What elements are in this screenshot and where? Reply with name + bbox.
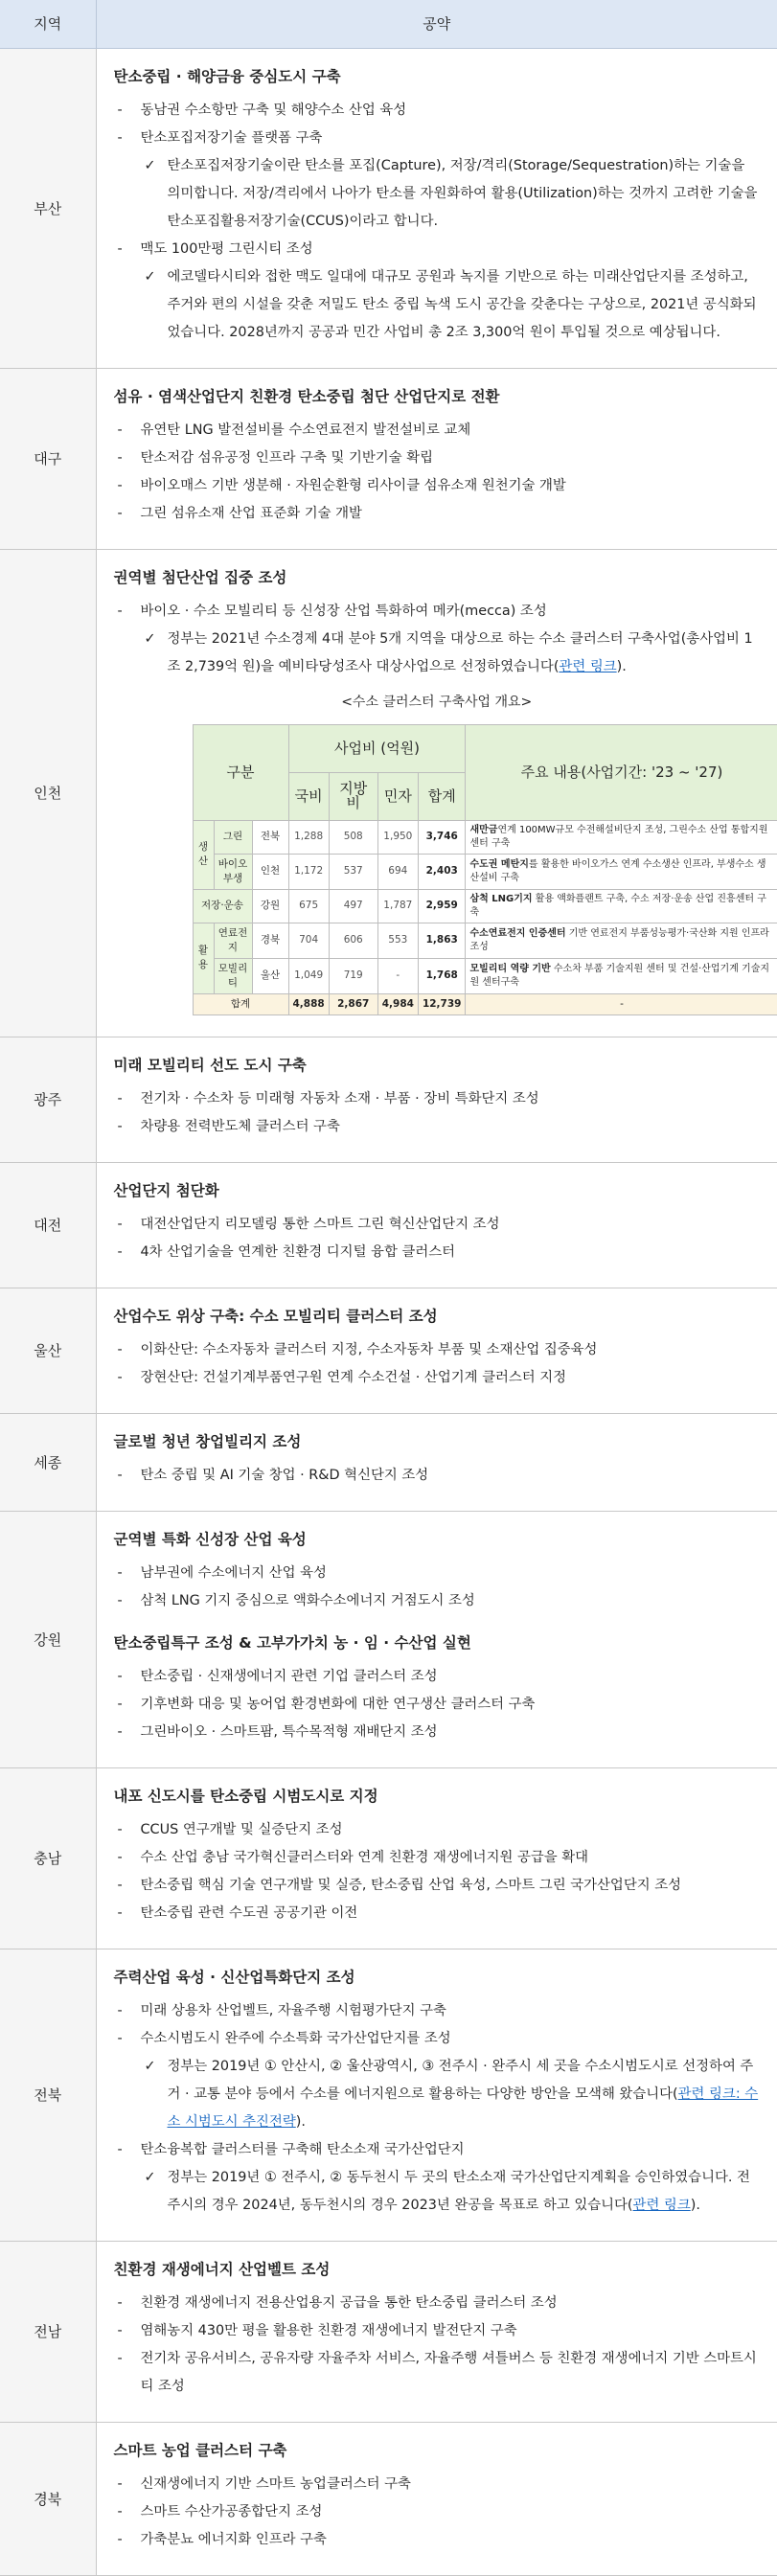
pledge-title: 친환경 재생에너지 산업벨트 조성 bbox=[114, 2257, 761, 2282]
note-item bbox=[114, 626, 761, 681]
list-item: - 수소시범도시 완주에 수소특화 국가산업단지를 조성 bbox=[114, 2025, 761, 2053]
pledge-content bbox=[96, 1288, 777, 1413]
pledge-title: 산업수도 위상 구축: 수소 모빌리티 클러스터 조성 bbox=[114, 1304, 761, 1329]
hydrogen-cluster-table bbox=[193, 724, 777, 1015]
cell-desc bbox=[466, 923, 777, 958]
pledge-content bbox=[96, 1037, 777, 1162]
cell-gov: 1,172 bbox=[288, 854, 329, 889]
list-item: - 탄소저감 섬유공정 인프라 구축 및 기반기술 확립 bbox=[114, 445, 761, 472]
desc-text: 활용 액화플랜트 구축, 수소 저장·운송 산업 진흥센터 구축 bbox=[469, 894, 766, 918]
col-gov: 국비 bbox=[288, 772, 329, 820]
pledge-title: 권역별 첨단산업 집중 조성 bbox=[114, 565, 761, 590]
region-name: 대구 bbox=[0, 368, 96, 549]
list-item: - 탄소중립 핵심 기술 연구개발 및 실증, 탄소중립 산업 육성, 스마트 그린 국가산업단지 조성 bbox=[114, 1872, 761, 1900]
table-sum-row bbox=[193, 993, 777, 1014]
list-item: - 그린바이오 · 스마트팜, 특수목적형 재배단지 조성 bbox=[114, 1719, 761, 1746]
note-text-end: ). bbox=[617, 659, 627, 674]
pledge-title: 스마트 농업 클러스터 구축 bbox=[114, 2438, 761, 2463]
cell-private: - bbox=[377, 958, 418, 993]
cell-local: 2,867 bbox=[329, 993, 377, 1014]
pledge-title: 군역별 특화 신성장 산업 육성 bbox=[114, 1527, 761, 1552]
cell-total: 2,403 bbox=[418, 854, 466, 889]
list-item: - 맥도 100만평 그린시티 조성 bbox=[114, 236, 761, 263]
pledge-content bbox=[96, 549, 777, 1037]
list-item: - 가축분뇨 에너지화 인프라 구축 bbox=[114, 2526, 761, 2554]
region-name: 전북 bbox=[0, 1949, 96, 2241]
cell-local: 719 bbox=[329, 958, 377, 993]
cell-region: 울산 bbox=[252, 958, 288, 993]
cell-sum-label: 합계 bbox=[193, 993, 288, 1014]
note-text-end: ). bbox=[691, 2198, 700, 2213]
cell-total: 3,746 bbox=[418, 820, 466, 854]
col-local: 지방비 bbox=[329, 772, 377, 820]
cell-total: 1,768 bbox=[418, 958, 466, 993]
pledge-content bbox=[96, 2241, 777, 2422]
list-item: - 기후변화 대응 및 농어업 환경변화에 대한 연구생산 클러스터 구축 bbox=[114, 1691, 761, 1719]
desc-bold: 모빌리티 역량 기반 bbox=[469, 964, 550, 974]
row-gyeongbuk bbox=[0, 2422, 777, 2575]
cell-desc bbox=[466, 958, 777, 993]
list-item: - CCUS 연구개발 및 실증단지 조성 bbox=[114, 1816, 761, 1844]
cell-total: 2,959 bbox=[418, 889, 466, 923]
row-chungnam bbox=[0, 1767, 777, 1949]
related-link[interactable]: 관련 링크: 수소 시범도시 추진전략 bbox=[168, 2086, 759, 2130]
cell-total: 1,863 bbox=[418, 923, 466, 958]
pledge-content bbox=[96, 1413, 777, 1511]
list-item: - 바이오 · 수소 모빌리티 등 신성장 산업 특화하여 메카(mecca) 조성 bbox=[114, 598, 761, 626]
note-text: 에코델타시티와 접한 맥도 일대에 대규모 공원과 녹지를 기반으로 하는 미래산업단지를 조성하고, 주거와 편의 시설을 갖춘 저밀도 탄소 중립 녹색 도시 공간을 갖춘다는 구상으로, 2021년 공식화되었습니다. 2028년까지 공공과 민간 사업비 총 2조 3,300억 원이 투입될 것으로 예상됩니다. bbox=[168, 269, 757, 340]
pledge-title: 산업단지 첨단화 bbox=[114, 1178, 761, 1203]
table-row bbox=[193, 923, 777, 958]
cell-total: 12,739 bbox=[418, 993, 466, 1014]
row-daejeon bbox=[0, 1162, 777, 1288]
cell-region: 인천 bbox=[252, 854, 288, 889]
pledge-title: 주력산업 육성 · 신산업특화단지 조성 bbox=[114, 1965, 761, 1990]
desc-text: 연계 100MW규모 수전해설비단지 조성, 그린수소 산업 통합지원센터 구축 bbox=[469, 825, 767, 849]
col-budget bbox=[288, 724, 466, 772]
region-name: 강원 bbox=[0, 1511, 96, 1767]
pledge-content bbox=[96, 1949, 777, 2241]
cell-gov: 675 bbox=[288, 889, 329, 923]
note-text: 탄소포집저장기술이란 탄소를 포집(Capture), 저장/격리(Storage/Sequestration)하는 기술을 의미합니다. 저장/격리에서 나아가 탄소를 자원화하여 활용(Utilization)하는 것까지 고려한 기술을 탄소포집활용저장기술(CCUS)이라고 합니다. bbox=[168, 158, 758, 229]
check-icon: ✓ bbox=[145, 626, 156, 653]
cell-desc bbox=[466, 889, 777, 923]
note-text: 정부는 2019년 ① 전주시, ② 동두천시 두 곳의 탄소소재 국가산업단지계획을 승인하였습니다. 전주시의 경우 2024년, 동두천시의 경우 2023년 완공을 목표로 하고 있습니다( bbox=[168, 2170, 750, 2213]
list-item: - 탄소포집저장기술 플랫폼 구축 bbox=[114, 125, 761, 152]
pledge-content bbox=[96, 2422, 777, 2575]
cell-gov: 1,288 bbox=[288, 820, 329, 854]
list-item: - 삼척 LNG 기지 중심으로 액화수소에너지 거점도시 조성 bbox=[114, 1587, 761, 1615]
check-icon: ✓ bbox=[145, 2053, 156, 2081]
col-total: 합계 bbox=[418, 772, 466, 820]
cell-region: 경북 bbox=[252, 923, 288, 958]
cell-desc bbox=[466, 854, 777, 889]
cell-gov: 4,888 bbox=[288, 993, 329, 1014]
pledge-title: 미래 모빌리티 선도 도시 구축 bbox=[114, 1053, 761, 1078]
list-item: - 전기차 · 수소차 등 미래형 자동차 소재 · 부품 · 장비 특화단지 조성 bbox=[114, 1085, 761, 1113]
list-item: - 이화산단: 수소자동차 클러스터 지정, 수소자동차 부품 및 소재산업 집중육성 bbox=[114, 1336, 761, 1364]
cell-desc: - bbox=[466, 993, 777, 1014]
row-jeonbuk bbox=[0, 1949, 777, 2241]
list-item: - 탄소중립 · 신재생에너지 관련 기업 클러스터 조성 bbox=[114, 1663, 761, 1691]
desc-text: 수소차 부품 기술지원 센터 및 건설·산업기계 기술지원 센터구축 bbox=[469, 964, 769, 988]
list-item: - 탄소융복합 클러스터를 구축해 탄소소재 국가산업단지 bbox=[114, 2136, 761, 2164]
cell-subgroup: 바이오부생 bbox=[214, 854, 252, 889]
row-gwangju bbox=[0, 1037, 777, 1162]
pledge-title: 내포 신도시를 탄소중립 시범도시로 지정 bbox=[114, 1784, 761, 1809]
region-name: 광주 bbox=[0, 1037, 96, 1162]
list-item: - 친환경 재생에너지 전용산업용지 공급을 통한 탄소중립 클러스터 조성 bbox=[114, 2290, 761, 2317]
row-daegu bbox=[0, 368, 777, 549]
cell-gov: 704 bbox=[288, 923, 329, 958]
desc-text: 를 활용한 바이오가스 연계 수소생산 인프라, 부생수소 생산설비 구축 bbox=[469, 859, 766, 883]
note-text-end: ). bbox=[296, 2114, 306, 2130]
note-text: 정부는 2021년 수소경제 4대 분야 5개 지역을 대상으로 하는 수소 클러스터 구축사업(총사업비 1조 2,739억 원)을 예비타당성조사 대상사업으로 선정하였습니다( bbox=[168, 631, 753, 674]
region-name: 대전 bbox=[0, 1162, 96, 1288]
header-pledge: 공약 bbox=[96, 0, 777, 48]
list-item: - 대전산업단지 리모델링 통한 스마트 그린 혁신산업단지 조성 bbox=[114, 1211, 761, 1239]
list-item: - 차량용 전력반도체 클러스터 구축 bbox=[114, 1113, 761, 1141]
cell-private: 4,984 bbox=[377, 993, 418, 1014]
related-link[interactable]: 관련 링크 bbox=[633, 2198, 691, 2213]
pledge-title: 탄소중립특구 조성 & 고부가가치 농 · 임 · 수산업 실현 bbox=[114, 1630, 761, 1655]
region-name: 부산 bbox=[0, 48, 96, 368]
desc-text: 기반 연료전지 부품성능평가·국산화 지원 인프라조성 bbox=[469, 928, 768, 952]
row-ulsan bbox=[0, 1288, 777, 1413]
region-name: 전남 bbox=[0, 2241, 96, 2422]
check-icon: ✓ bbox=[145, 263, 156, 291]
cell-group: 활용 bbox=[193, 923, 214, 993]
note-item bbox=[114, 2164, 761, 2220]
note-text: 정부는 2019년 ① 안산시, ② 울산광역시, ③ 전주시 · 완주시 세 곳을 수소시범도시로 선정하여 주거 · 교통 분야 등에서 수소를 에너지원으로 활용하는 다양한 방안을 모색해 왔습니다( bbox=[168, 2059, 754, 2102]
list-item: - 남부권에 수소에너지 산업 육성 bbox=[114, 1560, 761, 1587]
pledge-title: 글로벌 청년 창업빌리지 조성 bbox=[114, 1429, 761, 1454]
list-item: - 신재생에너지 기반 스마트 농업클러스터 구축 bbox=[114, 2471, 761, 2498]
list-item: - 바이오매스 기반 생분해 · 자원순환형 리사이클 섬유소재 원천기술 개발 bbox=[114, 472, 761, 500]
desc-bold: 삼척 LNG기지 bbox=[469, 894, 532, 904]
cell-private: 1,787 bbox=[377, 889, 418, 923]
region-name: 경북 bbox=[0, 2422, 96, 2575]
note-item bbox=[114, 152, 761, 236]
check-icon: ✓ bbox=[145, 152, 156, 180]
col-private: 민자 bbox=[377, 772, 418, 820]
pledge-content bbox=[96, 1511, 777, 1767]
row-busan bbox=[0, 48, 777, 368]
list-item: - 동남권 수소항만 구축 및 해양수소 산업 육성 bbox=[114, 97, 761, 125]
related-link[interactable]: 관련 링크 bbox=[559, 659, 616, 674]
pledge-title: 섬유 · 염색산업단지 친환경 탄소중립 첨단 산업단지로 전환 bbox=[114, 384, 761, 409]
list-item: - 미래 상용차 산업벨트, 자율주행 시험평가단지 구축 bbox=[114, 1997, 761, 2025]
cell-subgroup: 그린 bbox=[214, 820, 252, 854]
list-item: - 탄소 중립 및 AI 기술 창업 · R&D 혁신단지 조성 bbox=[114, 1462, 761, 1490]
cell-private: 1,950 bbox=[377, 820, 418, 854]
check-icon: ✓ bbox=[145, 2164, 156, 2192]
row-incheon bbox=[0, 549, 777, 1037]
region-name: 인천 bbox=[0, 549, 96, 1037]
table-row bbox=[193, 958, 777, 993]
desc-bold: 수소연료전지 인증센터 bbox=[469, 928, 565, 939]
list-item: - 그린 섬유소재 산업 표준화 기술 개발 bbox=[114, 500, 761, 528]
list-item: - 4차 산업기술을 연계한 친환경 디지털 융합 클러스터 bbox=[114, 1239, 761, 1266]
row-sejong bbox=[0, 1413, 777, 1511]
cell-desc bbox=[466, 820, 777, 854]
cell-private: 553 bbox=[377, 923, 418, 958]
row-gangwon bbox=[0, 1511, 777, 1767]
cell-group: 저장·운송 bbox=[193, 889, 252, 923]
cell-private: 694 bbox=[377, 854, 418, 889]
cell-subgroup: 모빌리티 bbox=[214, 958, 252, 993]
col-gubun: 구분 bbox=[193, 724, 288, 820]
table-row bbox=[193, 820, 777, 854]
desc-bold: 수도권 메탄지 bbox=[469, 859, 528, 870]
note-item bbox=[114, 2053, 761, 2136]
cell-gov: 1,049 bbox=[288, 958, 329, 993]
desc-bold: 새만금 bbox=[469, 825, 497, 835]
region-name: 울산 bbox=[0, 1288, 96, 1413]
list-item: - 장현산단: 건설기계부품연구원 연계 수소건설 · 산업기계 클러스터 지정 bbox=[114, 1364, 761, 1392]
cell-local: 537 bbox=[329, 854, 377, 889]
cell-region: 강원 bbox=[252, 889, 288, 923]
region-name: 충남 bbox=[0, 1767, 96, 1949]
table-row bbox=[193, 889, 777, 923]
list-item: - 탄소중립 관련 수도권 공공기관 이전 bbox=[114, 1900, 761, 1927]
list-item: - 전기차 공유서비스, 공유자량 자율주차 서비스, 자율주행 셔틀버스 등 친환경 재생에너지 기반 스마트시티 조성 bbox=[114, 2345, 761, 2401]
list-item: - 염해농지 430만 평을 활용한 친환경 재생에너지 발전단지 구축 bbox=[114, 2317, 761, 2345]
col-main: 주요 내용(사업기간: '23 ~ '27) bbox=[466, 724, 777, 820]
cell-local: 497 bbox=[329, 889, 377, 923]
cell-group: 생산 bbox=[193, 820, 214, 889]
table-row bbox=[193, 854, 777, 889]
pledge-content bbox=[96, 368, 777, 549]
cell-local: 606 bbox=[329, 923, 377, 958]
row-jeonnam bbox=[0, 2241, 777, 2422]
pledge-title: 탄소중립 · 해양금융 중심도시 구축 bbox=[114, 64, 761, 89]
cell-local: 508 bbox=[329, 820, 377, 854]
pledge-content bbox=[96, 1162, 777, 1288]
list-item: - 수소 산업 충남 국가혁신클러스터와 연계 친환경 재생에너지원 공급을 확대 bbox=[114, 1844, 761, 1872]
table-caption: <수소 클러스터 구축사업 개요> bbox=[114, 689, 761, 717]
pledge-content bbox=[96, 1767, 777, 1949]
budget-unit: (억원) bbox=[380, 740, 420, 757]
header-row bbox=[0, 0, 777, 48]
list-item: - 유연탄 LNG 발전설비를 수소연료전지 발전설비로 교체 bbox=[114, 417, 761, 445]
budget-label: 사업비 bbox=[334, 740, 376, 757]
header-region: 지역 bbox=[0, 0, 96, 48]
note-item bbox=[114, 263, 761, 347]
list-item: - 스마트 수산가공종합단지 조성 bbox=[114, 2498, 761, 2526]
region-name: 세종 bbox=[0, 1413, 96, 1511]
cell-subgroup: 연료전지 bbox=[214, 923, 252, 958]
pledge-content bbox=[96, 48, 777, 368]
cell-region: 전북 bbox=[252, 820, 288, 854]
